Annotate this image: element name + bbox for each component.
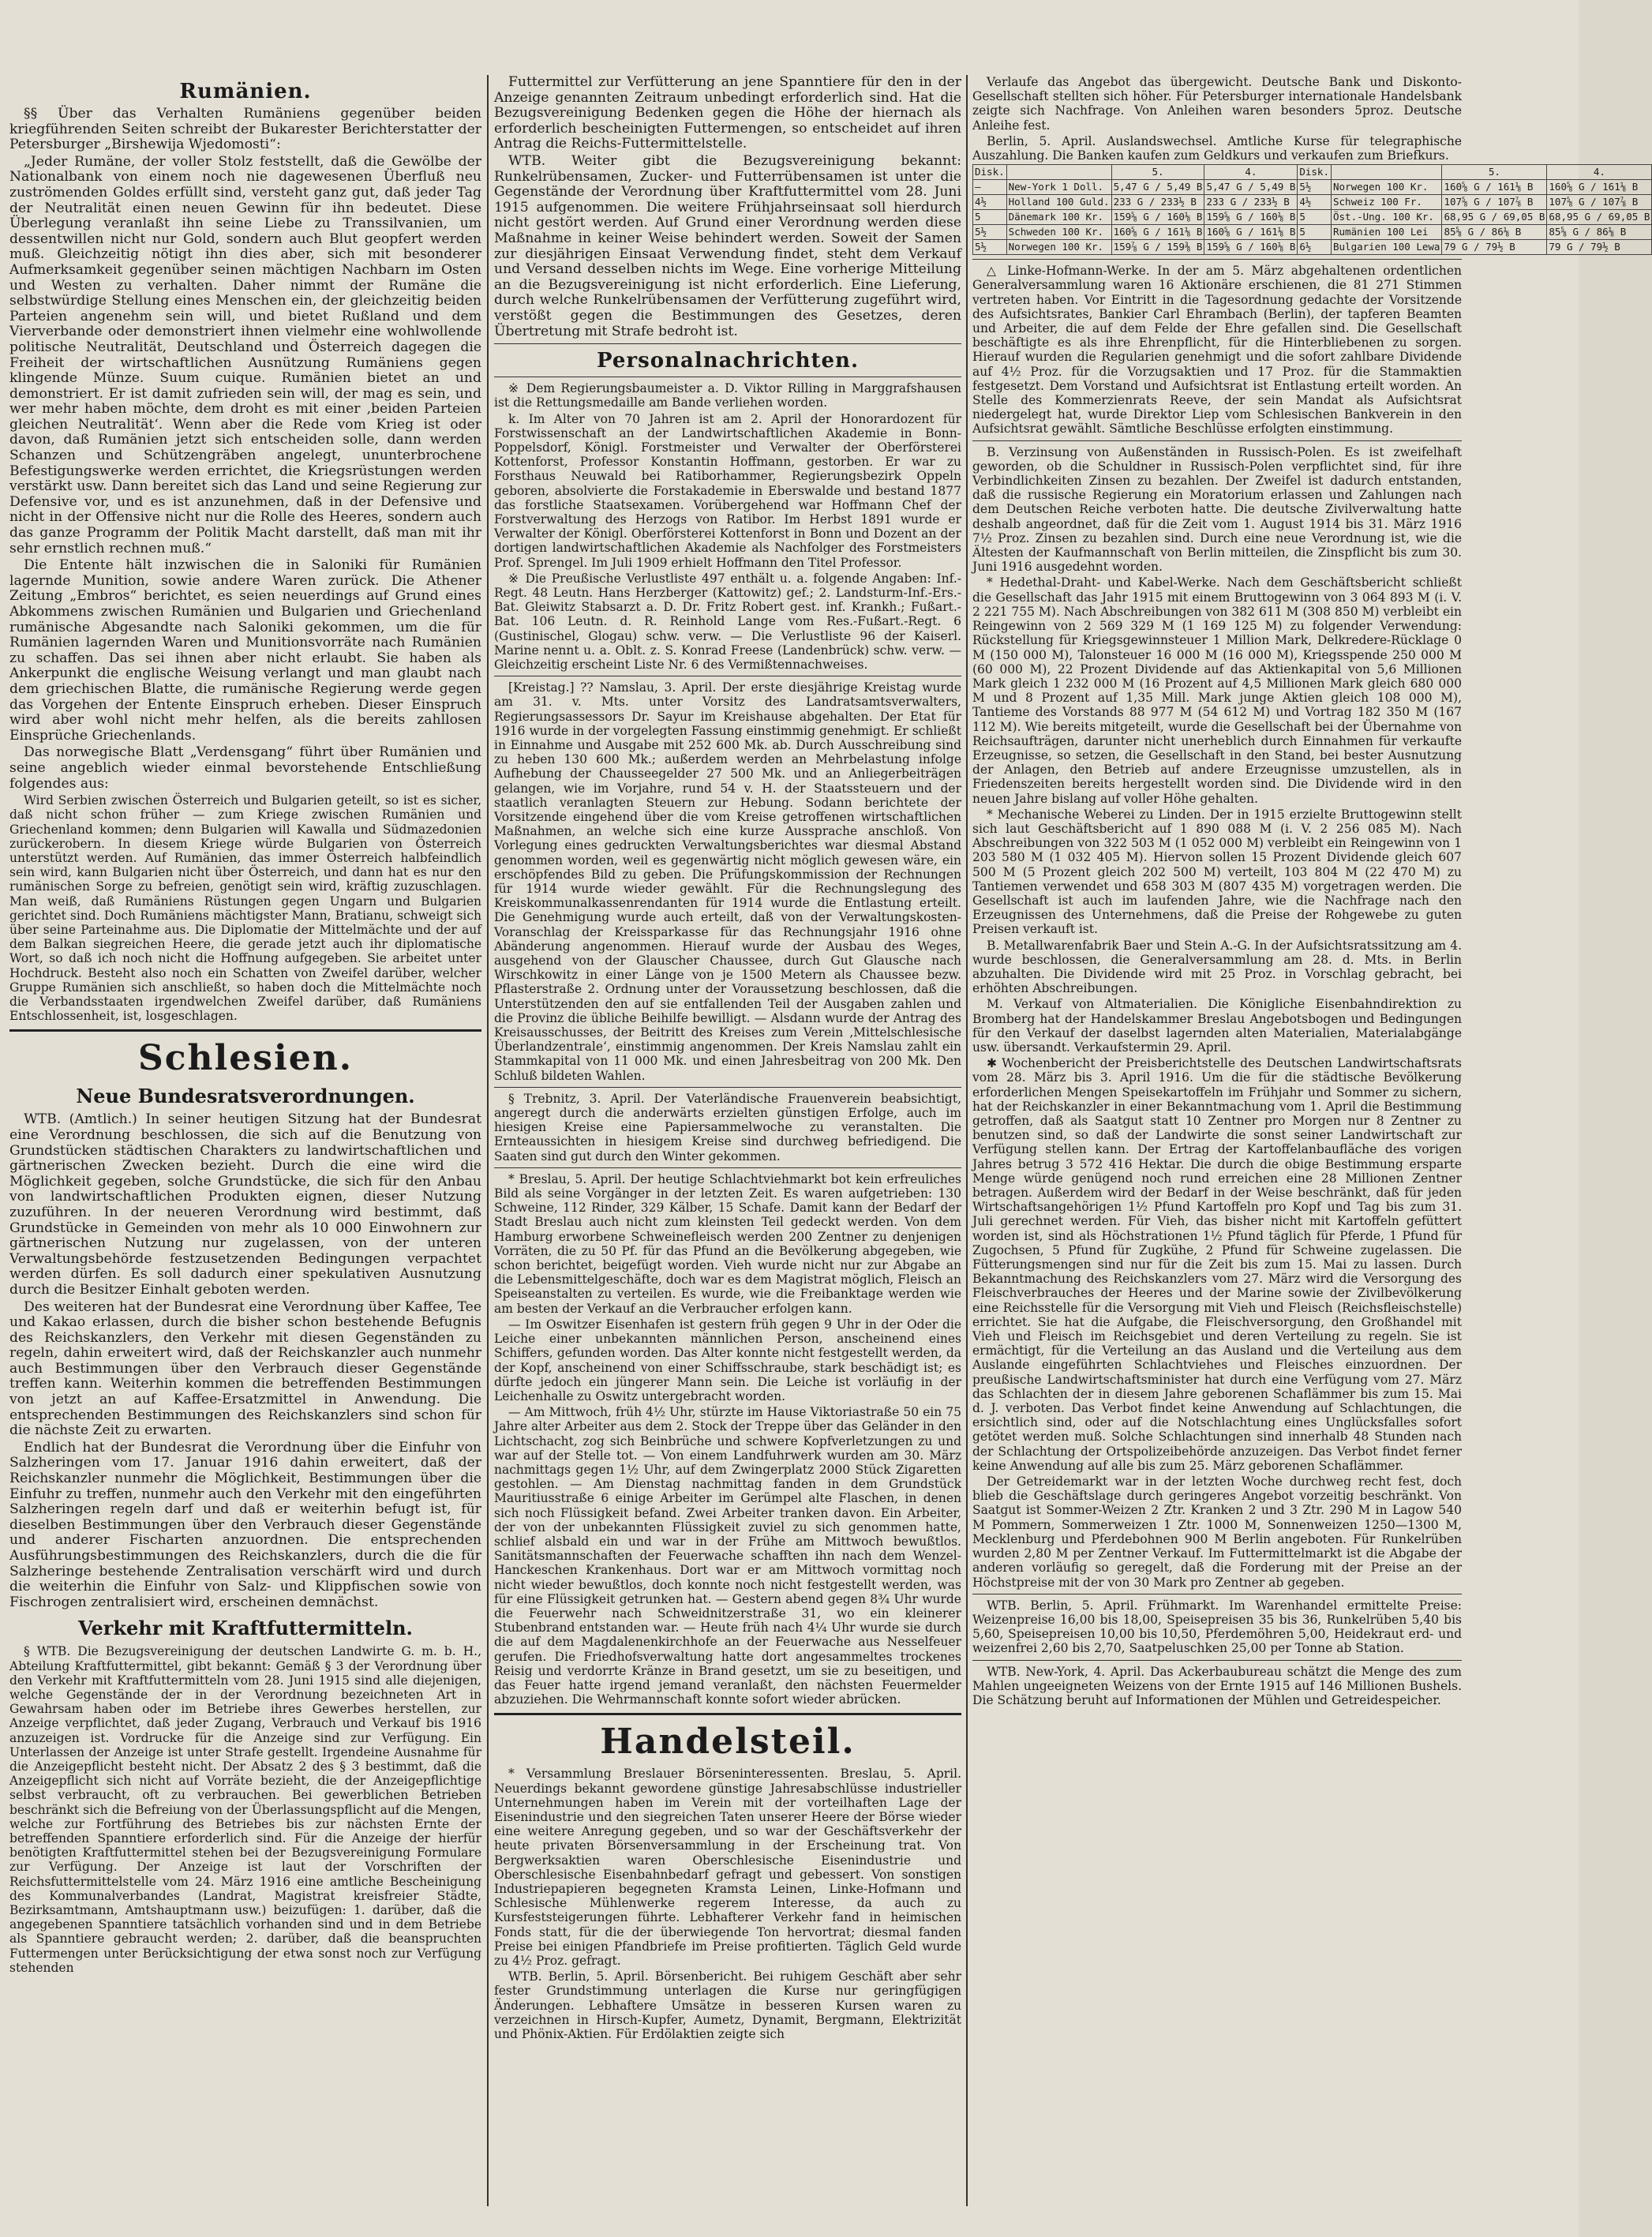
column-rule-2 <box>966 75 968 2206</box>
article-paragraph: Futtermittel zur Verfütterung an jene Spanntiere für den in der Anzeige genannten Zeitraum unbedingt erforderlich sind. Hat die Bezugsvereinigung Bedenken gegen die Höhe der hiernach als erforderlich bescheinigten Futtermengen, so entscheidet auf ihren Antrag die Reichs-Futtermittelstelle. <box>494 74 961 152</box>
article-paragraph: Der Getreidemarkt war in der letzten Woche durchweg recht fest, doch blieb die Geschäftslage durch geringeres Angebot vorzeitig beschränkt. Von Saatgut ist Sommer-Weizen 2 Ztr. Kranken 2 und 3 Ztr. 290 M in Lagow 540 M Pommern, Sommerweizen 1 Ztr. 1000 M, Sonnenweizen 1250—1300 M, Mecklenburg und Pferdebohnen 900 M Berlin angeboten. Für Runkelrüben wurden 2,80 M per Zentner Verkauf. Im Futtermittelmarkt ist die Abgabe der anderen vorläufig so geregelt, daß die Forderung mit der Preise an der Höchstpreise mit der von 30 Mark pro Zentner ab gegeben. <box>972 1474 1462 1590</box>
table-cell: 6½ <box>1298 240 1332 255</box>
article-paragraph: ✱ Wochenbericht der Preisberichtstelle des Deutschen Landwirtschaftsrats vom 28. März bis 3. April 1916. Um die für die städtische Bevölkerung erforderlichen Mengen Speisekartoffeln im Frühjahr und Sommer zu sichern, hat der Reichskanzler in einer Bekanntmachung vom 1. April die Bestimmung getroffen, daß als Saatgut statt 10 Zentner pro Morgen nur 8 Zentner zu benutzen sind, so daß der Landwirte die sonst seiner Landwirtschaft zur Verfügung stellen kann. Der Ertrag der Kartoffelanbaufläche des vorigen Jahres betrug 3 572 416 Hektar. Die durch die obige Bestimmung ersparte Menge würde genügend noch rund erreichen eine 28 Millionen Zentner betragen. Außerdem wird der Bedarf in der Weise beschränkt, daß für jeden Wirtschaftsangehörigen 1½ Pfund Kartoffeln pro Kopf und Tag bis zum 31. Juli gerechnet werden. Für Vieh, das bisher nicht mit Kartoffeln gefüttert worden ist, sind als Höchstrationen 1½ Pfund täglich für Pferde, 1 Pfund für Zugochsen, 5 Pfund für Zugkühe, 2 Pfund für Schweine zugelassen. Die Fütterungsmengen sind nur für die Zeit bis zum 15. Mai zu lassen. Durch Bekanntmachung des Reichskanzlers vom 27. März wird die Versorgung des Fleischverbrauches der Heeres und der Marine sowie der Zivilbevölkerung eine Reichsstelle für die Versorgung mit Vieh und Fleisch (Reichsfleischstelle) errichtet. Sie hat die Aufgabe, die Fleischversorgung, den Großhandel mit Vieh und Fleisch im Reichsgebiet und deren Verteilung zu regeln. Sie ist ermächtigt, für die Verteilung an das Ausland und die Verteilung aus dem Auslande eingeführten Schlachtviehes und Fleisches einzuordnen. Der preußische Landwirtschaftsminister hat durch eine Verfügung vom 27. März das Schlachten der in diesem Jahre geborenen Schaflämmer bis zum 15. Mai d. J. verboten. Das Verbot findet keine Anwendung auf Schlachtungen, die ersichtlich sind, oder auf die Notschlachtung eines Unglücksfalles sofort getötet werden muß. Solche Schlachtungen sind innerhalb 48 Stunden nach der Schlachtung der Ortspolizeibehörde anzuzeigen. Das Verbot findet ferner keine Anwendung auf alle bis zum 25. März geborenen Schaflämmer. <box>972 1056 1462 1473</box>
divider <box>972 1660 1462 1661</box>
table-cell: 159⅝ G / 160⅛ B <box>1111 210 1204 225</box>
table-cell: 159⅝ G / 160⅛ B <box>1204 210 1298 225</box>
table-cell: Norwegen 100 Kr. <box>1332 180 1442 195</box>
heading-verkehr: Verkehr mit Kraftfuttermitteln. <box>78 1617 413 1640</box>
article-paragraph: WTB. New-York, 4. April. Das Ackerbaubureau schätzt die Menge des zum Mahlen ungeeigneten Weizens von der Ernte 1915 auf 146 Millionen Bushels. Die Schätzung beruht auf Informationen der Mühlen und Getreidespeicher. <box>972 1664 1462 1707</box>
table-header-cell: 5. <box>1111 165 1204 180</box>
column-rule-1 <box>487 75 489 2206</box>
heading-schlesien: Schlesien. <box>137 1038 354 1079</box>
divider <box>494 1167 961 1168</box>
divider <box>494 343 961 344</box>
table-cell: 5½ <box>1298 180 1332 195</box>
table-cell: 159⅝ G / 160⅛ B <box>1204 240 1298 255</box>
table-header-cell <box>1332 165 1442 180</box>
table-cell: 107⅝ G / 107⅞ B <box>1547 195 1652 210</box>
article-paragraph: Wird Serbien zwischen Österreich und Bulgarien geteilt, so ist es sicher, daß nicht schon früher — zum Kriege zwischen Rumänien und Griechenland kommen; denn Bulgarien will Kawalla und Südmazedonien zurückerobern. In diesem Kriege würde Bulgarien von Österreich unterstützt werden. Auf Rumänien, das immer Österreich halbfeindlich sein wird, kann Bulgarien nicht über Österreich, und dann hat es nur den rumänischen Sorge zu befreien, genötigt sein wird, kräftig zuzuschlagen. Man weiß, daß Rumäniens Rüstungen gegen Ungarn und Bulgarien gerichtet sind. Doch Rumäniens mächtigster Mann, Bratianu, schweigt sich über seine Parteinahme aus. Die Diplomatie der Mittelmächte und der auf dem Balkan siegreichen Heere, die gerade jetzt auch ihr diplomatische Wort, so daß ich noch nicht die Hoffnung aufgegeben. Sie arbeitet unter Hochdruck. Besteht also noch ein Schatten von Zweifel darüber, welcher Gruppe Rumänien sich anschließt, so haben doch die Mittelmächte noch die Verbandsstaaten irgendwelchen Zweifel darüber, daß Rumäniens Entschlossenheit, ist, losgeschlagen. <box>9 793 481 1024</box>
table-cell: — <box>973 180 1007 195</box>
table-cell: 79 G / 79½ B <box>1442 240 1547 255</box>
table-row <box>973 180 1652 195</box>
article-paragraph: Des weiteren hat der Bundesrat eine Verordnung über Kaffee, Tee und Kakao erlassen, durch die bisher schon bestehende Befugnis des Reichskanzlers, den Verkehr mit diesen Gegenständen zu regeln, dahin erweitert wird, daß der Reichskanzler auch nunmehr auch Bestimmungen über den Verbrauch dieser Gegenstände treffen kann. Weiterhin kommen die betreffenden Bestimmungen von jetzt an auf Kaffee-Ersatzmittel in Anwendung. Die entsprechenden Bestimmungen des Reichskanzlers sind schon für die nächste Zeit zu erwarten. <box>9 1298 481 1439</box>
table-cell: Öst.-Ung. 100 Kr. <box>1332 210 1442 225</box>
heading-personal: Personalnachrichten. <box>597 349 859 373</box>
divider <box>972 440 1462 441</box>
table-row <box>973 210 1652 225</box>
article-paragraph: § Trebnitz, 3. April. Der Vaterländische Frauenverein beabsichtigt, angeregt durch die anderwärts erzielten günstigen Erfolge, auch im hiesigen Kreise eine Papiersammelwoche zu veranstalten. Die Ernteaussichten in hiesigem Kreise sind durchweg befriedigend. Die Saaten sind gut durch den Winter gekommen. <box>494 1091 961 1163</box>
article-paragraph: * Hedethal-Draht- und Kabel-Werke. Nach dem Geschäftsbericht schließt die Gesellschaft das Jahr 1915 mit einem Bruttogewinn von 3 064 893 M (i. V. 2 221 755 M). Nach Abschreibungen von 382 611 M (308 850 M) verbleibt ein Reingewinn von 2 569 329 M (1 169 125 M) zu folgender Verwendung: Rückstellung für Kriegsgewinnsteuer 1 Million Mark, Delkredere-Rücklage 0 M (150 000 M), Talonsteuer 16 000 M (16 000 M), Kriegsspende 250 000 M (60 000 M), 22 Prozent Dividende auf das Aktienkapital von 5,6 Millionen Mark gleich 1 232 000 M (16 Prozent auf 4,5 Millionen Mark gleich 680 000 M und 8 Prozent auf 1,35 Mill. Mark junge Aktien gleich 108 000 M), Tantieme des Vorstands 88 977 M (54 612 M) und Vortrag 182 350 M (167 112 M). Wie bereits mitgeteilt, wurde die Gesellschaft bei der Übernahme von Reichsaufträgen, darunter nicht unerheblich durch Einnahmen für verkaufte Erzeugnisse, so setzen, die Gesellschaft in den Stand, bei bester Ausnutzung der Anlagen, den Betrieb auf andere Erzeugnisse umzustellen, als in Friedenszeiten bereits hergestellt worden sind. Die Dividende wird in den neuen Jahre bislang auf voller Höhe gehalten. <box>972 575 1462 806</box>
table-cell: 160⅝ G / 161⅛ B <box>1442 180 1547 195</box>
article-paragraph: WTB. Berlin, 5. April. Frühmarkt. Im Warenhandel ermittelte Preise: Weizenpreise 16,00 bis 18,00, Speisepreisen 35 bis 36, Runkelrüben 5,40 bis 5,60, Speisepreisen 10,00 bis 10,50, Pferdemöhren 5,00, Heidekraut erd- und weizenfrei 2,60 bis 2,70, Saatpeluschken 25,00 per Tonne ab Station. <box>972 1598 1462 1656</box>
article-paragraph: * Mechanische Weberei zu Linden. Der in 1915 erzielte Bruttogewinn stellt sich laut Geschäftsbericht auf 1 890 088 M (i. V. 2 256 085 M). Nach Abschreibungen von 322 503 M (1 052 000 M) verbleibt ein Reingewinn von 1 203 580 M (1 032 405 M). Hiervon sollen 15 Prozent Dividende gleich 607 500 M (5 Prozent gleich 202 500 M) verteilt, 103 804 M (22 470 M) zu Tantiemen verwendet und 658 303 M (807 435 M) vorgetragen werden. Die Gesellschaft ist auch im laufenden Jahre, wie die Nachfrage nach den Erzeugnissen des Unternehmens, daß die Preise der Rohgewebe zu guten Preisen verkauft ist. <box>972 807 1462 937</box>
section-divider <box>494 1713 961 1715</box>
table-cell: 5½ <box>973 240 1007 255</box>
table-header-cell: 5. <box>1442 165 1547 180</box>
article-paragraph: k. Im Alter von 70 Jahren ist am 2. April der Honorardozent für Forstwissenschaft an der Landwirtschaftlichen Akademie in Bonn-Poppelsdorf, Königl. Forstmeister und Verwalter der Oberförsterei Kottenforst, Professor Konstantin Hoffmann, gestorben. Er war zu Forsthaus Neuwald bei Ratiborhammer, Regierungsbezirk Oppeln geboren, absolvierte die Forstakademie in Eberswalde und bestand 1877 das forstliche Staatsexamen. Vorübergehend war Hoffmann Chef der Forstverwaltung des Herzogs von Ratibor. Im Herbst 1891 wurde er Verwalter der Königl. Oberförsterei Kottenforst in Bonn und Dozent an der dortigen landwirtschaftlichen Akademie als Nachfolger des Forstmeisters Prof. Sprengel. Im Juli 1909 erhielt Hoffmann den Titel Professor. <box>494 411 961 570</box>
section-divider <box>9 1029 481 1032</box>
article-paragraph: § WTB. Die Bezugsvereinigung der deutschen Landwirte G. m. b. H., Abteilung Kraftfuttermittel, gibt bekannt: Gemäß § 3 der Verordnung über den Verkehr mit Kraftfuttermitteln vom 28. Juni 1915 sind alle diejenigen, welche Gegenstände der in der Verordnung bezeichneten Art in Gewahrsam haben oder im Betriebe ihres Gewerbes herstellen, zur Anzeige verpflichtet, daß jeder Zugang, Verbrauch und Verkauf bis 1916 anzuzeigen ist. Vordrucke für die Anzeige sind zur Verfügung. Ein Unterlassen der Anzeige ist unter Strafe gestellt. Irgendeine Ausnahme für die Anzeigepflicht besteht nicht. Der Absatz 2 des § 3 bestimmt, daß die Anzeigepflicht sich nicht auf Vorräte bezieht, die der Anzeigepflichtige selbst verbraucht, oft zu verbrauchen. Bei gewerblichen Betrieben beschränkt sich die Befreiung von der Überlassungspflicht auf die Mengen, welche zur Fortführung des Betriebes bis zur nächsten Ernte der betreffenden Spanntiere erforderlich sind. Für die Anzeige der hierfür benötigten Kraftfuttermittel stehen bei der Bezugsvereinigung Formulare zur Verfügung. Der Anzeige ist laut der Vorschriften der Reichsfuttermittelstelle vom 24. März 1916 eine amtliche Bescheinigung des Kommunalverbandes (Landrat, Magistrat kreisfreier Städte, Bezirksamtmann, Amtshauptmann usw.) beizufügen: 1. darüber, daß die angegebenen Spanntiere tatsächlich vorhanden sind und in dem Betriebe als Spanntiere gebraucht werden; 2. darüber, daß die beanspruchten Futtermengen unter Berücksichtigung der etwa sonst noch zur Verfügung stehenden <box>9 1644 481 1975</box>
table-cell: 160⅝ G / 161⅛ B <box>1547 180 1652 195</box>
table-header-cell: Disk. <box>1298 165 1332 180</box>
article-paragraph: Endlich hat der Bundesrat die Verordnung über die Einfuhr von Salzheringen vom 17. Januar 1916 dahin erweitert, daß der Reichskanzler nunmehr die Möglichkeit, Bestimmungen über die Einfuhr zu treffen, nunmehr auch den Verkehr mit den eingeführten Salzheringen regeln darf und daß er weiterhin befugt ist, für dieselben Bestimmungen über den Verbrauch dieser Gegenstände und anderer Fischarten anzuordnen. Die entsprechenden Ausführungsbestimmungen des Reichskanzlers, durch die die für Salzheringe bestehende Zentralisation verschärft wird und durch die weiterhin die Einfuhr von Salz- und Klippfischen sowie von Fischrogen zentralisiert wird, erscheinen demnächst. <box>9 1439 481 1610</box>
table-header-cell: Disk. <box>973 165 1007 180</box>
article-paragraph: „Jeder Rumäne, der voller Stolz feststellt, daß die Gewölbe der Nationalbank von einem noch nie dagewesenen Überfluß neu zuströmenden Goldes erfüllt sind, versteht ganz gut, daß jeder Tag der Neutralität einen neuen Gewinn für ihn bedeutet. Diese Überlegung veranlaßt ihn seine Liebe zu Transsilvanien, um dessentwillen nicht nur Gold, sondern auch Blut geopfert werden muß. Gleichzeitig nötigt ihn dies aber, sich mit besonderer Aufmerksamkeit gegenüber seinen mächtigen Nachbarn im Osten und Westen zu verhalten. Daher nimmt der Rumäne die selbstwürdige Stellung eines Menschen ein, der gleichzeitig beiden Parteien angenehm sein will, und bietet Rußland und dem Vierverbande oder demonstriert ihnen vielmehr eine wohlwollende politische Neutralität, Deutschland und Österreich dagegen die Freiheit der wirtschaftlichen Ausnützung Rumäniens gegen klingende Münze. Suum cuique. Rumänien bietet an und demonstriert. Er ist damit zufrieden sein will, der mag es sein, und wer mehr haben möchte, dem droht es mit einer ‚beiden Parteien gleichen Neutralität‘. Wenn aber die Rede vom Krieg ist oder davon, daß Rumänien jetzt sich entscheiden solle, dann werden Schanzen und Schützengräben angelegt, ununterbrochene Befestigungswerke werden errichtet, die Kriegsrüstungen werden verstärkt usw. Dann bereitet sich das Land und seine Regierung zur Defensive vor, und es ist anzunehmen, daß in der Defensive und nicht in der Offensive nicht nur die Rolle des Heeres, sondern auch das ganze Programm der Politik Macht darstellt, daß man mit ihr sehr ernstlich rechnen muß.“ <box>9 153 481 556</box>
article-paragraph: M. Verkauf von Altmaterialien. Die Königliche Eisenbahndirektion zu Bromberg hat der Handelskammer Breslau Angebotsbogen und Bedingungen für den Verkauf der daselbst lagernden alten Materialien, Materialabgänge usw. übersandt. Verkaufstermin 29. April. <box>972 997 1462 1055</box>
table-cell: 107⅝ G / 107⅞ B <box>1442 195 1547 210</box>
divider <box>494 1087 961 1088</box>
article-paragraph: B. Metallwarenfabrik Baer und Stein A.-G. In der Aufsichtsratssitzung am 4. wurde beschlossen, die Generalversammlung am 28. d. Mts. in Berlin abzuhalten. Die Dividende wird mit 25 Proz. in Vorschlag gebracht, bei erhöhten Abschreibungen. <box>972 938 1462 996</box>
table-header-cell: 4. <box>1547 165 1652 180</box>
table-cell: 5,47 G / 5,49 B <box>1204 180 1298 195</box>
table-cell: 160⅝ G / 161⅛ B <box>1204 225 1298 240</box>
table-cell: 5,47 G / 5,49 B <box>1111 180 1204 195</box>
table-cell: Bulgarien 100 Lewa <box>1332 240 1442 255</box>
article-paragraph: WTB. Berlin, 5. April. Börsenbericht. Bei ruhigem Geschäft aber sehr fester Grundstimmung unterlagen die Kurse nur geringfügigen Änderungen. Lebhaftere Umsätze in besseren Kursen waren zu verzeichnen in Hirsch-Kupfer, Aumetz, Dynamit, Bergmann, Elektrizität und Phönix-Aktien. Für Erdölaktien zeigte sich <box>494 1969 961 2042</box>
article-paragraph: ※ Die Preußische Verlustliste 497 enthält u. a. folgende Angaben: Inf.-Regt. 48 Leutn. Hans Herzberger (Kattowitz) gef.; 2. Landsturm-Inf.-Ers.-Bat. Gleiwitz Stabsarzt a. D. Dr. Fritz Robert gest. inf. Krankh.; Fußart.-Bat. 106 Leutn. d. R. Reinhold Lange vom Res.-Fußart.-Regt. 6 (Gustinischel, Glogau) schw. verw. — Die Verlustliste 96 der Kaiserl. Marine nennt u. a. Oblt. z. S. Konrad Freese (Landenbrück) schw. verw. — Gleichzeitig erscheint Liste Nr. 6 des Vermißtennachweises. <box>494 571 961 672</box>
article-paragraph: Das norwegische Blatt „Verdensgang“ führt über Rumänien und seine angeblich wieder einmal bevorstehende Entschließung folgendes aus: <box>9 744 481 792</box>
table-cell: 159⅞ G / 159⅜ B <box>1111 240 1204 255</box>
table-cell: Holland 100 Guld. <box>1006 195 1111 210</box>
table-row <box>973 225 1652 240</box>
article-paragraph: △ Linke-Hofmann-Werke. In der am 5. März abgehaltenen ordentlichen Generalversammlung waren 16 Aktionäre erschienen, die 81 271 Stimmen vertreten haben. Vor Eintritt in die Tagesordnung gedachte der Vorsitzende des Aufsichtsrates, Bankier Carl Ehrambach (Berlin), der tapferen Beamten und Arbeiter, die auf dem Felde der Ehre gefallen sind. Die Gesellschaft beschäftigte es als ihre Ehrenpflicht, für die Hinterbliebenen zu sorgen. Hierauf wurden die Regularien genehmigt und die sofort zahlbare Dividende auf 4½ Proz. für die Vorzugsaktien und 17 Proz. für die Stammaktien festgesetzt. Dem Vorstand und Aufsichtsrat ist Entlastung erteilt worden. An Stelle des Kommerzienrats Reeve, der sein Mandat als Aufsichtsrat niedergelegt hat, wurde Direktor Liep vom Schlesischen Bankverein in den Aufsichtsrat gewählt. Sämtliche Beschlüsse erfolgten einstimmung. <box>972 264 1462 437</box>
divider <box>972 259 1462 260</box>
table-row <box>973 195 1652 210</box>
table-cell: 5½ <box>973 225 1007 240</box>
table-cell: 85⅝ G / 86⅛ B <box>1442 225 1547 240</box>
article-paragraph: WTB. Weiter gibt die Bezugsvereinigung bekannt: Runkelrübensamen, Zucker- und Futterrübensamen ist unter die Gegenstände der Verordnung über Kraftfuttermittel vom 28. Juni 1915 aufgenommen. Die weitere Frühjahrseinsaat soll hierdurch nicht gestört werden. Auf Grund einer Verordnung werden diese Maßnahme in keiner Weise behindert werden. Soweit der Samen zur diesjährigen Einsaat Verwendung findet, steht dem Verkauf und Versand desselben nichts im Wege. Eine vorherige Mitteilung an die Bezugsvereinigung ist nicht erforderlich. Eine Lieferung, durch welche Runkelrübensamen der Verfütterung zugeführt wird, verstößt gegen die Bestimmungen des Gesetzes, deren Übertretung mit Strafe bedroht ist. <box>494 152 961 339</box>
table-cell: Dänemark 100 Kr. <box>1006 210 1111 225</box>
table-cell: 4½ <box>1298 195 1332 210</box>
column-1 <box>9 75 481 2222</box>
heading-rumaenien: Rumänien. <box>179 80 312 103</box>
table-header-cell <box>1006 165 1111 180</box>
exchange-rate-table <box>972 164 1652 255</box>
article-paragraph: Verlaufe das Angebot das übergewicht. Deutsche Bank und Diskonto-Gesellschaft stellten sich höher. Für Petersburger internationale Handelsbank zeigte sich Nachfrage. Von Anleihen waren besonders 5proz. Deutsche Anleihe fest. <box>972 75 1462 133</box>
table-cell: 5 <box>1298 210 1332 225</box>
heading-handelsteil: Handelsteil. <box>600 1722 856 1763</box>
article-paragraph: Die Entente hält inzwischen die in Saloniki für Rumänien lagernde Munition, sowie andere Waren zurück. Die Athener Zeitung „Embros“ berichtet, es seien neuerdings auf Grund eines Abkommens zwischen Rumänien und Bulgarien und Griechenland rumänische Abgesandte nach Saloniki gekommen, um die für Rumänien lagernden Waren und Munitionsvorräte nach Rumänien zu schaffen. Das sei ihnen aber nicht erlaubt. Sie haben als Ankerpunkt die englische Weisung verlangt und man glaubt nach dem griechischen Blatte, die rumänische Regierung werde gegen das Vorgehen der Entente Einspruch erheben. Dieser Einspruch wird aber wohl nicht mehr helfen, als die bereits zahllosen Einsprüche Griechenlands. <box>9 557 481 744</box>
article-paragraph: * Breslau, 5. April. Der heutige Schlachtviehmarkt bot kein erfreuliches Bild als seine Vorgänger in der letzten Zeit. Es waren aufgetrieben: 130 Schweine, 112 Rinder, 329 Kälber, 15 Schafe. Damit kann der Bedarf der Stadt Breslau auch nicht zum kleinsten Teil gedeckt werden. Von dem Hamburg erworbene Schweinefleisch werden 200 Zentner zu denjenigen Vorräten, die zu 50 Pf. für das Pfund an die Bevölkerung abgegeben, wie schon berichtet, beigefügt worden. Vieh wurde nicht nur zur Abgabe an die Lebensmittelgeschäfte, doch war es dem Magistrat möglich, Fleisch an Speiseanstalten zu verteilen. Es wurde, wie die Freibanktage werden wie am besten der Verkauf an die Verbraucher erfolgen kann. <box>494 1171 961 1316</box>
table-cell: 233 G / 233½ B <box>1204 195 1298 210</box>
table-header-row <box>973 165 1652 180</box>
table-cell: 5 <box>973 210 1007 225</box>
table-row <box>973 240 1652 255</box>
article-paragraph: — Am Mittwoch, früh 4½ Uhr, stürzte im Hause Viktoriastraße 50 ein 75 Jahre alter Arbeiter aus dem 2. Stock der Treppe über das Geländer in den Lichtschacht, zog sich Beinbrüche und schwere Kopfverletzungen zu und war auf der Stelle tot. — Von einem Landfuhrwerk wurden am 30. März nachmittags gegen 1½ Uhr, auf dem Zwingerplatz 2000 Stück Zigaretten gestohlen. — Am Dienstag nachmittag fanden in dem Grundstück Mauritiusstraße 6 einige Arbeiter im Gerümpel alte Flaschen, in denen sich noch Flüssigkeit befand. Zwei Arbeiter tranken davon. Ein Arbeiter, der von der unbekannten Flüssigkeit zuviel zu sich genommen hatte, schlief alsbald ein und war in der Frühe am Mittwoch bewußtlos. Sanitätsmannschaften der Feuerwache schafften ihn nach dem Wenzel-Hanckeschen Krankenhaus. Dort war er am Mittwoch vormittag noch nicht wieder bewußtlos, doch konnte noch nicht festgestellt werden, was für eine Flüssigkeit getrunken hat. — Gestern abend gegen 8¾ Uhr wurde die Feuerwehr nach Schweidnitzerstraße 31, wo ein kleinerer Stubenbrand entstanden war. — Heute früh nach 4¼ Uhr wurde sie durch die auf dem Magdalenenkirchhofe an der Feuerwache aus Nesselfeuer gerufen. Die Friedhofsverwaltung hatte dort angesammeltes trockenes Reisig und verdorrte Kränze in Brand gesetzt, um sie zu beseitigen, und das Feuer hatte irgend jemand veranlaßt, den nächsten Feuermelder abzuziehen. Die Wehrmannschaft konnte sofort wieder abrücken. <box>494 1405 961 1707</box>
table-cell: 4½ <box>973 195 1007 210</box>
table-cell: 85⅝ G / 86⅛ B <box>1547 225 1652 240</box>
article-paragraph: WTB. (Amtlich.) In seiner heutigen Sitzung hat der Bundesrat eine Verordnung beschlossen, die sich auf die Benutzung von Grundstücken städtischen Charakters zu landwirtschaftlichen und gärtnerischen Zwecken bezieht. Durch die eine wird die Möglichkeit gegeben, solche Grundstücke, die sich für den Anbau von landwirtschaftlichen Produkten eignen, dieser Nutzung zuzuführen. In der neueren Verordnung wird bestimmt, daß Grundstücke in Gemeinden von mehr als 10 000 Einwohnern zur gärtnerischen Nutzung nur zugelassen, von der unteren Verwaltungsbehörde festzusetzenden Bedingungen verpachtet werden dürfen. Es soll dadurch einer spekulativen Ausnutzung durch die Besitzer Einhalt geboten werden. <box>9 1111 481 1298</box>
table-cell: 5 <box>1298 225 1332 240</box>
article-paragraph: Berlin, 5. April. Auslandswechsel. Amtliche Kurse für telegraphische Auszahlung. Die Banken kaufen zum Geldkurs und verkaufen zum Briefkurs. <box>972 133 1462 163</box>
table-header-cell: 4. <box>1204 165 1298 180</box>
table-cell: Schweden 100 Kr. <box>1006 225 1111 240</box>
table-cell: 79 G / 79½ B <box>1547 240 1652 255</box>
column-3 <box>972 75 1650 2222</box>
table-cell: 68,95 G / 69,05 B <box>1547 210 1652 225</box>
article-paragraph: B. Verzinsung von Außenständen in Russisch-Polen. Es ist zweifelhaft geworden, ob die Schuldner in Russisch-Polen verpflichtet sind, für ihre Verbindlichkeiten Zinsen zu bezahlen. Der Zweifel ist dadurch entstanden, daß die russische Regierung ein Moratorium erlassen und Zahlungen nach dem Deutschen Reiche verboten hatte. Die deutsche Zivilverwaltung hatte deshalb angeordnet, daß für die Zeit vom 1. August 1914 bis 31. März 1916 7½ Proz. Zinsen zu bezahlen sind. Durch eine neue Verordnung ist, wie die Ältesten der Kaufmannschaft von Berlin mitteilen, die Zinspflicht bis zum 30. Juni 1916 ausgedehnt worden. <box>972 444 1462 575</box>
article-paragraph: — Im Oswitzer Eisenhafen ist gestern früh gegen 9 Uhr in der Oder die Leiche einer unbekannten männlichen Person, anscheinend eines Schiffers, gefunden worden. Das Alter konnte nicht festgestellt werden, da der Kopf, anscheinend von einer Schiffsschraube, stark beschädigt ist; es dürfte jedoch ein jüngerer Mann sein. Die Leiche ist vorläufig in der Leichenhalle zu Oswitz untergebracht worden. <box>494 1317 961 1403</box>
table-cell: 233 G / 233½ B <box>1111 195 1204 210</box>
article-paragraph: §§ Über das Verhalten Rumäniens gegenüber beiden kriegführenden Seiten schreibt der Bukarester Berichterstatter der Petersburger „Birshewija Wjedomosti“: <box>9 106 481 153</box>
table-cell: Norwegen 100 Kr. <box>1006 240 1111 255</box>
table-cell: 160⅝ G / 161⅛ B <box>1111 225 1204 240</box>
article-paragraph: ※ Dem Regierungsbaumeister a. D. Viktor Rilling in Marggrafshausen ist die Rettungsmedaille am Bande verliehen worden. <box>494 381 961 410</box>
article-paragraph: * Versammlung Breslauer Börseninteressenten. Breslau, 5. April. Neuerdings bekannt gewordene günstige Jahresabschlüsse industrieller Unternehmungen haben im Verein mit der vorteilhaften Lage der Eisenindustrie und den siegreichen Taten unserer Heere der Börse wieder eine weitere Anregung gegeben, und so war der Geschäftsverkehr der heute privaten Börsenversammlung in der Erscheinung trat. Von Bergwerksaktien waren Oberschlesische Eisenindustrie und Oberschlesische Eisenbahnbedarf gefragt und gebessert. Von sonstigen Industriepapieren begegneten Kramsta Leinen, Linke-Hofmann und Schlesische Mühlenwerke regerem Interesse, da auch zu Kursfeststeigerungen führte. Lebhafterer Verkehr fand in heimischen Fonds statt, für die der überwiegende Ton hervortrat; diesmal fanden Preise bei einigen Pfandbriefe im Preise profitierten. Täglich Geld wurde zu 4½ Proz. gefragt. <box>494 1767 961 1969</box>
table-cell: New-York 1 Doll. <box>1006 180 1111 195</box>
column-2 <box>494 75 961 2222</box>
table-cell: Schweiz 100 Fr. <box>1332 195 1442 210</box>
article-paragraph: [Kreistag.] ?? Namslau, 3. April. Der erste diesjährige Kreistag wurde am 31. v. Mts. unter Vorsitz des Landratsamtsverwalters, Regierungsassessors Dr. Sayur im Kreishause abgehalten. Der Etat für 1916 wurde in der vorgelegten Fassung einstimmig genehmigt. Er schließt in Einnahme und Ausgabe mit 252 600 Mk. ab. Durch Ausschreibung sind zu heben 130 600 Mk.; außerdem werden an Mehrbelastung infolge Aufhebung der Chausseegelder 27 500 Mk. und an Anliegerbeiträgen gelangen, wie im Vorjahre, rund 54 v. H. der Staatssteuern und der staatlich veranlagten Steuern zur Hebung. Sodann berichtete der Vorsitzende eingehend über die vom Kreise getroffenen wirtschaftlichen Maßnahmen, an welche sich eine kurze Aussprache anschloß. Von Vorlegung eines gedruckten Verwaltungsberichtes war diesmal Abstand genommen worden, weil es gegenwärtig nicht möglich gewesen wäre, ein erschöpfendes Bild zu geben. Die Prüfungskommission der Rechnungen für 1914 wurde wieder gewählt. Für die Rechnungslegung des Kreiskommunalkassenrendanten für 1914 wurde die Entlastung erteilt. Die Genehmigung wurde auch erteilt, daß von der Verwaltungskosten-Voranschlag der Kreissparkasse für das Rechnungsjahr 1916 ohne Abänderung angenommen. Hierauf wurde der Ausbau des Weges, ausgehend von der Glauscher Chaussee, durch Gut Glausche nach Wirschkowitz in einer Länge von je 1500 Metern als Chaussee bezw. Pflasterstraße 2. Ordnung unter der Voraussetzung beschlossen, daß die Unterstützenden den auf sie entfallenden Teil der Ausgaben zahlen und die Provinz die übliche Beihilfe bewilligt. — Alsdann wurde der Antrag des Kreisausschusses, der Beitritt des Kreises zum Verein ‚Mittelschlesische Überlandzentrale‘, einstimmig angenommen. Der Kreis Namslau zahlt ein Stammkapital von 11 000 Mk. und einen Jahresbeitrag von 200 Mk. Den Schluß bildeten Wahlen. <box>494 680 961 1083</box>
heading-bundesrat: Neue Bundesratsverordnungen. <box>76 1085 415 1108</box>
table-cell: 68,95 G / 69,05 B <box>1442 210 1547 225</box>
table-cell: Rumänien 100 Lei <box>1332 225 1442 240</box>
